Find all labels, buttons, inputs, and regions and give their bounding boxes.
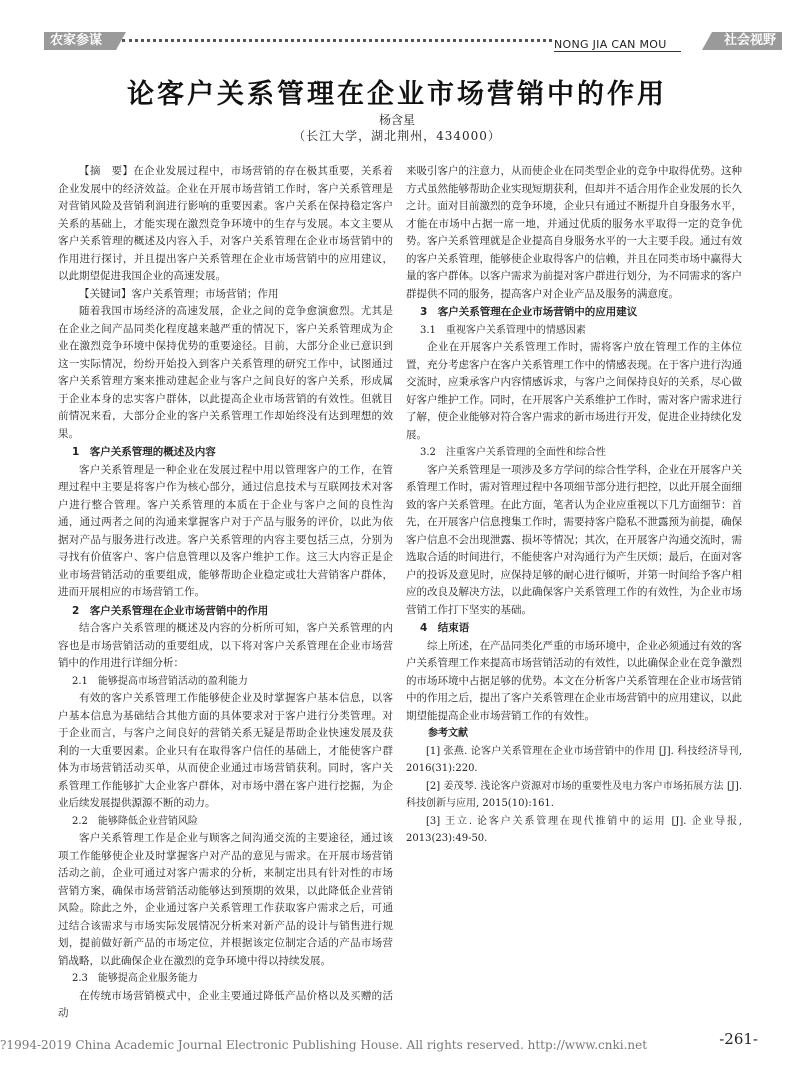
abstract-paragraph: 【关键词】客户关系管理；市场营销；作用	[79, 287, 279, 300]
author: 杨含星	[378, 113, 415, 127]
copyright-footer: ?1994-2019 China Academic Journal Electronic Publishing House. All rights reserved. http://www.cnki.net	[0, 1038, 648, 1052]
reference-item: [2] 姜茂琴. 浅论客户资源对市场的重要性及电力客户市场拓展方法 [J]. 科技创新与应用, 2015(10):161.	[406, 780, 742, 809]
references-heading: 参考文献	[428, 728, 468, 739]
left-column	[58, 163, 393, 1023]
body-paragraph: 随着我国市场经济的高速发展，企业之间的竞争愈演愈烈。尤其是在企业之间产品同类化程度越来越严重的情况下，客户关系管理成为企业在激烈竞争环境中保持优势的重要途径。目前，大部分企业已意识到这一实际情况，纷纷开始投入到客户关系管理的研究工作中，试图通过客户关系管理方案来推动建起企业与客户之间良好的客户关系，形成属于企业本身的忠实客户群体，以此提高企业市场营销的有效性。但就目前情况来看，大部分企业的客户关系管理工作却始终没有达到理想的效果。	[58, 305, 393, 440]
header-column-tag: 社会视野	[712, 32, 782, 50]
section-heading: 2 客户关系管理在企业市场营销中的作用	[72, 604, 269, 617]
page-number: -261-	[719, 1030, 758, 1048]
header-decoration	[122, 39, 552, 46]
right-column	[406, 163, 742, 848]
subsection-heading: 3.2 注重客户关系管理的全面性和综合性	[420, 447, 606, 458]
body-paragraph: 客户关系管理是一种企业在发展过程中用以管理客户的工作，在管理过程中主要是将客户作为核心部分，通过信息技术与互联网技术对客户进行整合管理。客户关系管理的本质在于企业与客户之间的良性沟通，通过两者之间的沟通来掌握客户对于产品与服务的评价，以此为依据对产品与服务进行改进。客户关系管理的内容主要包括三点，分别为寻找有价值客户、客户信息管理以及客户维护工作。这三大内容正是企业市场营销活动的重要组成，能够帮助企业稳定或壮大营销客户群体，进而开展相应的市场营销工作。	[58, 463, 393, 598]
header-section-tag: 农家参谋	[44, 32, 116, 50]
body-paragraph: 来吸引客户的注意力，从而使企业在同类型企业的竞争中取得优势。这种方式虽然能够帮助企业实现短期获利，但却并不适合用作企业发展的长久之计。面对目前激烈的竞争环境，企业只有通过不断提升自身服务水平，才能在市场中占据一席一地，并通过优质的服务水平取得一定的竞争优势。客户关系管理就是企业提高自身服务水平的一大主要手段。通过有效的客户关系管理，能够使企业取得客户的信赖，并且在同类市场中赢得大量的客户群体。以客户需求为前提对客户群进行划分，为不同需求的客户群提供不同的服务，提高客户对企业产品及服务的满意度。	[406, 165, 742, 300]
article-title: 论客户关系管理在企业市场营销中的作用	[127, 79, 667, 110]
body-paragraph: 客户关系管理工作是企业与顾客之间沟通交流的主要途径，通过该项工作能够使企业及时掌握客户对产品的意见与需求。在开展市场营销活动之前，企业可通过对客户需求的分析，来制定出具有针对性的市场营销方案，确保市场营销活动能够达到预期的效果，以此降低企业营销风险。除此之外，企业通过客户关系管理工作获取客户需求之后，可通过结合该需求与市场实际发展情况分析来对新产品的设计与销售进行规划，提前做好新产品的市场定位，并根据该定位制定合适的产品市场营销战略，以此确保企业在激烈的竞争环境中得以持续发展。	[58, 832, 393, 967]
affiliation: （长江大学，湖北荆州，434000）	[293, 129, 501, 143]
reference-item: [1] 张燕. 论客户关系管理在企业市场营销中的作用 [J]. 科技经济导刊, 2016(31):220.	[406, 745, 742, 774]
body-paragraph: 企业在开展客户关系管理工作时，需将客户放在管理工作的主体位置，充分考虑客户在客户关系管理工作中的情感表现。在于客户进行沟通交流时，应秉承客户内容情感诉求，与客户之间保持良好的关系，尽心做好客户维护工作。同时，在开展客户关系维护工作时，需对客户需求进行了解，使企业能够对符合客户需求的新市场进行开发，促进企业持续化发展。	[406, 341, 742, 441]
subsection-heading: 3.1 重视客户关系管理中的情感因素	[420, 324, 586, 336]
body-paragraph: 有效的客户关系管理工作能够使企业及时掌握客户基本信息，以客户基本信息为基础结合其他方面的具体要求对于客户进行分类管理。对于企业而言，与客户之间良好的营销关系无疑是帮助企业快速发展及获利的一大重要因素。企业只有在取得客户信任的基础上，才能使客户群体为市场营销活动买单，从而使企业通过市场营销获利。同时，客户关系管理工作能够扩大企业客户群体，对市场中潜在客户进行挖掘，为企业后续发展提供源源不断的动力。	[58, 692, 393, 809]
header-journal-name: NONG JIA CAN MOU	[554, 38, 667, 51]
section-heading: 3 客户关系管理在企业市场营销中的应用建议	[420, 306, 638, 318]
page-header	[44, 32, 782, 50]
body-paragraph: 综上所述，在产品同类化严重的市场环境中，企业必须通过有效的客户关系管理工作来提高市场营销活动的有效性，以此确保企业在竞争激烈的市场环境中占据足够的优势。本文在分析客户关系管理在企业市场营销中的作用之后，提出了客户关系管理在企业市场营销中的应用建议，以此期望能提高企业市场营销工作的有效性。	[406, 639, 742, 722]
section-heading: 4 结束语	[420, 622, 470, 634]
body-paragraph: 结合客户关系管理的概述及内容的分析所可知，客户关系管理的内容也是市场营销活动的重要组成，以下将对客户关系管理在企业市场营销中的作用进行详细分析：	[58, 622, 393, 669]
subsection-heading: 2.1 能够提高市场营销活动的盈利能力	[72, 675, 248, 687]
abstract-paragraph: 【摘 要】在企业发展过程中，市场营销的存在极其重要，关系着企业发展中的经济效益。企业在开展市场营销工作时，客户关系管理是对营销风险及营销利润进行影响的重要因素。客户关系在保持稳定客户关系的基础上，才能实现在激烈竞争环境中的生存与发展。本文主要从客户关系管理的概述及内容入手，对客户关系管理在企业市场营销中的作用进行探讨，并且提出客户关系管理在企业市场营销中的应用建议，以此期望促进我国企业的高速发展。	[58, 165, 393, 282]
section-heading: 1 客户关系管理的概述及内容	[72, 446, 216, 458]
body-paragraph: 客户关系管理是一项涉及多方学问的综合性学科，企业在开展客户关系管理工作时，需对管理过程中各项细节部分进行把控，以此开展全面细致的客户关系管理。在此方面，笔者认为企业应重视以下几方面细节：首先，在开展客户信息搜集工作时，需要持客户隐私不泄露预为前提，确保客户信息不会出现泄露、损坏等情况；其次，在开展客户沟通交流时，需选取合适的时间进行，不能使客户对沟通行为产生厌烦；最后，在面对客户的投诉及意见时，应保持足够的耐心进行倾听，并第一时间给予客户相应的改良及解决方法，以此确保客户关系管理工作的有效性，为企业市场营销工作打下坚实的基础。	[406, 463, 742, 616]
subsection-heading: 2.3 能够提高企业服务能力	[72, 973, 198, 984]
subsection-heading: 2.2 能够降低企业营销风险	[72, 815, 198, 827]
reference-item: [3] 王立. 论客户关系管理在现代推销中的运用 [J]. 企业导报, 2013(23):49-50.	[406, 815, 742, 844]
body-paragraph: 在传统市场营销模式中，企业主要通过降低产品价格以及买赠的活动	[58, 989, 393, 1019]
header-underline	[554, 51, 681, 52]
